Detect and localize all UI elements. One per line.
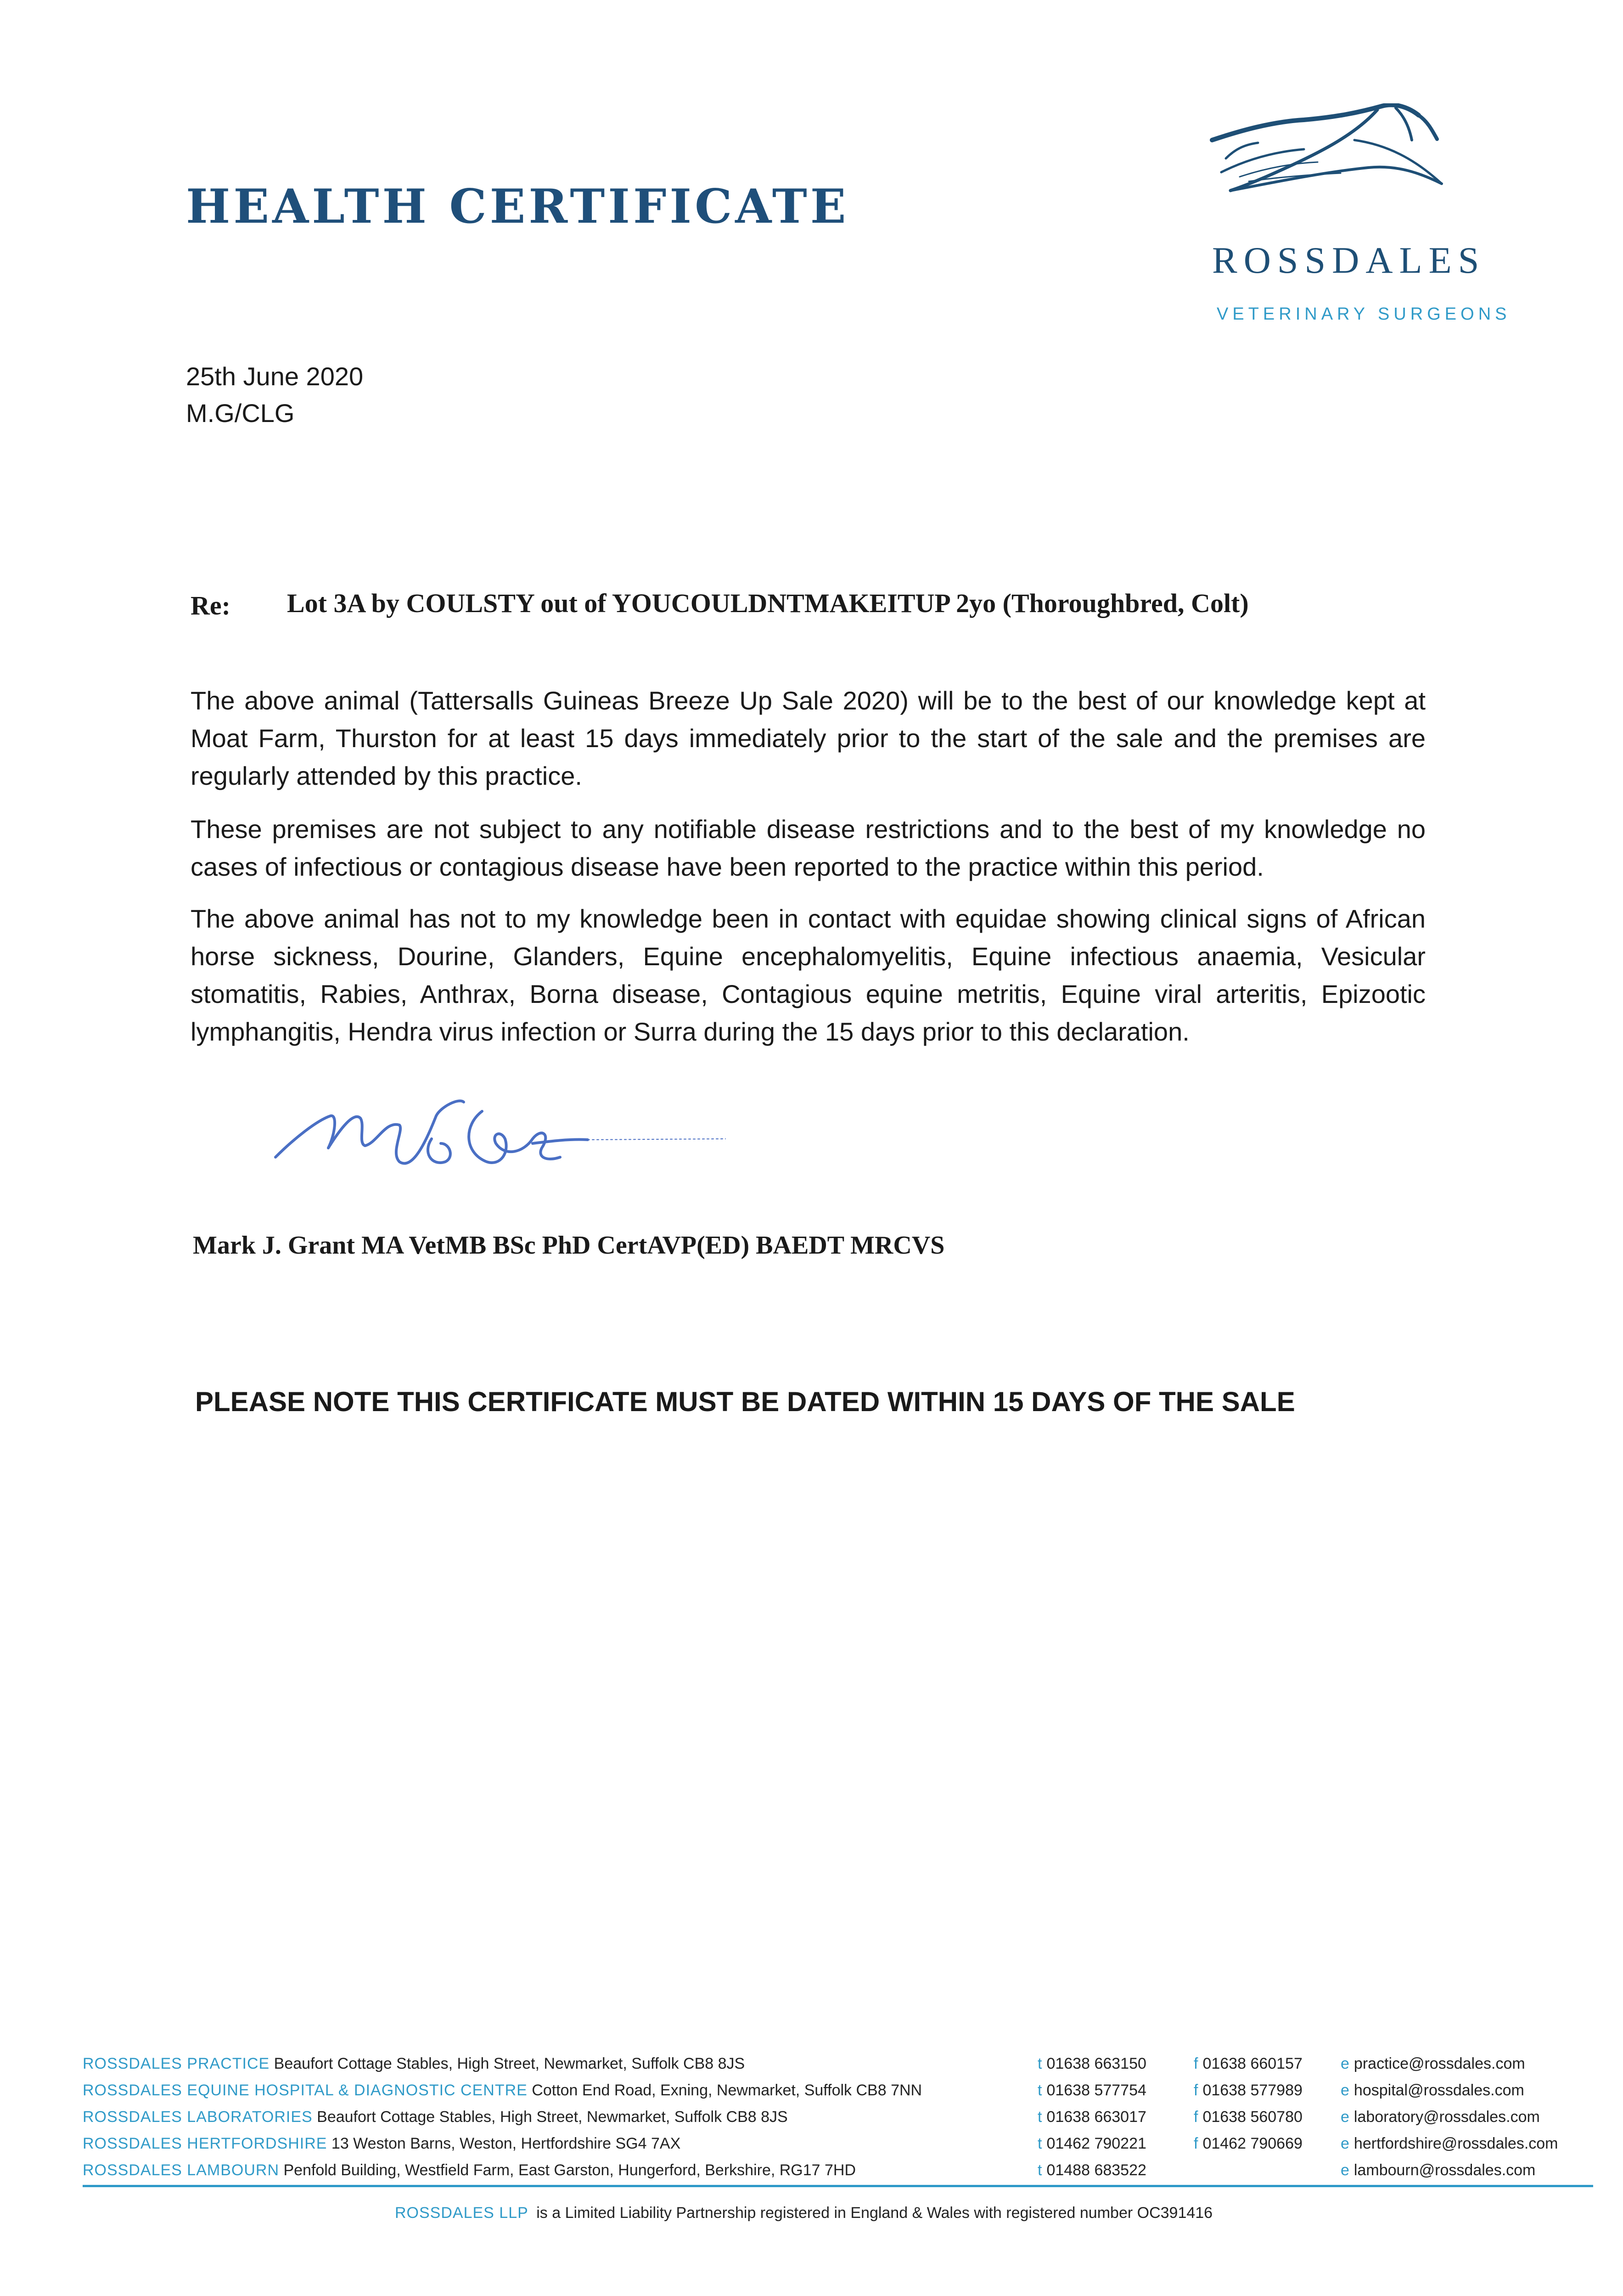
office-name: ROSSDALES LABORATORIES xyxy=(83,2108,313,2126)
office-fax: f 01638 560780 xyxy=(1194,2108,1303,2126)
body-paragraph: These premises are not subject to any notifiable disease restrictions and to the best of my knowledge no cases of infectious or contagious disease have been reported to the practice within this period. xyxy=(191,815,1426,881)
office-name: ROSSDALES EQUINE HOSPITAL & DIAGNOSTIC CENTRE xyxy=(83,2082,528,2099)
letter-reference: M.G/CLG xyxy=(186,399,295,428)
office-address: 13 Weston Barns, Weston, Hertfordshire SG4 7AX xyxy=(331,2135,681,2152)
handwritten-signature xyxy=(266,1084,781,1194)
page-title: HEALTH CERTIFICATE xyxy=(186,179,849,234)
sale-notice: PLEASE NOTE THIS CERTIFICATE MUST BE DATED WITHIN 15 DAYS OF THE SALE xyxy=(195,1386,1295,1417)
office-address: Penfold Building, Westfield Farm, East Garston, Hungerford, Berkshire, RG17 7HD xyxy=(283,2161,856,2179)
office-telephone: t 01638 663150 xyxy=(1038,2055,1146,2072)
brand-name: ROSSDALES xyxy=(1212,239,1486,281)
llp-name: ROSSDALES LLP xyxy=(395,2204,528,2222)
letter-date: 25th June 2020 xyxy=(186,362,364,391)
office-name: ROSSDALES LAMBOURN xyxy=(83,2161,279,2179)
brand-tagline: VETERINARY SURGEONS xyxy=(1217,304,1511,324)
office-email[interactable]: e practice@rossdales.com xyxy=(1341,2055,1525,2072)
footer-office-row xyxy=(83,2161,856,2188)
office-fax: f 01462 790669 xyxy=(1194,2135,1303,2152)
footer-office-row xyxy=(83,2135,680,2161)
horse-logo-icon xyxy=(1203,103,1515,333)
body-paragraph: The above animal (Tattersalls Guineas Breeze Up Sale 2020) will be to the best of our knowledge kept at Moat Farm, Thurston for at least 15 days immediately prior to the start of the sale and the premises are regularly attended by this practice. xyxy=(191,686,1426,790)
office-name: ROSSDALES HERTFORDSHIRE xyxy=(83,2135,327,2152)
office-telephone: t 01488 683522 xyxy=(1038,2161,1146,2179)
signer-name: Mark J. Grant MA VetMB BSc PhD CertAVP(ED) BAEDT MRCVS xyxy=(193,1231,945,1260)
re-label: Re: xyxy=(191,591,230,620)
office-email[interactable]: e laboratory@rossdales.com xyxy=(1341,2108,1540,2126)
office-address: Cotton End Road, Exning, Newmarket, Suffolk CB8 7NN xyxy=(532,2082,922,2099)
office-address: Beaufort Cottage Stables, High Street, Newmarket, Suffolk CB8 8JS xyxy=(274,2055,745,2072)
footer-divider xyxy=(83,2185,1593,2187)
office-telephone: t 01462 790221 xyxy=(1038,2135,1146,2152)
footer-office-row xyxy=(83,2055,745,2082)
office-email[interactable]: e hertfordshire@rossdales.com xyxy=(1341,2135,1558,2152)
office-fax: f 01638 577989 xyxy=(1194,2082,1303,2099)
re-subject: Lot 3A by COULSTY out of YOUCOULDNTMAKEITUP 2yo (Thoroughbred, Colt) xyxy=(287,588,1249,618)
office-email[interactable]: e hospital@rossdales.com xyxy=(1341,2082,1524,2099)
office-email[interactable]: e lambourn@rossdales.com xyxy=(1341,2161,1536,2179)
llp-text: is a Limited Liability Partnership registered in England & Wales with registered number OC391416 xyxy=(536,2204,1213,2222)
office-telephone: t 01638 663017 xyxy=(1038,2108,1146,2126)
office-telephone: t 01638 577754 xyxy=(1038,2082,1146,2099)
footer-office-row xyxy=(83,2108,788,2135)
office-fax: f 01638 660157 xyxy=(1194,2055,1303,2072)
body-paragraph: The above animal has not to my knowledge been in contact with equidae showing clinical signs of African horse sickness, Dourine, Glanders, Equine encephalomyelitis, Equine infectious anaemia, Vesicular stomatitis, Rabies, Anthrax, Borna disease, Contagious equine metritis, Equine viral arteritis, Epizootic lymphangitis, Hendra virus infection or Surra during the 15 days prior to this declaration. xyxy=(191,904,1426,1046)
footer-office-row xyxy=(83,2082,922,2108)
office-name: ROSSDALES PRACTICE xyxy=(83,2055,270,2072)
letter-meta xyxy=(186,358,363,432)
llp-registration xyxy=(395,2204,1213,2222)
office-address: Beaufort Cottage Stables, High Street, Newmarket, Suffolk CB8 8JS xyxy=(317,2108,788,2126)
